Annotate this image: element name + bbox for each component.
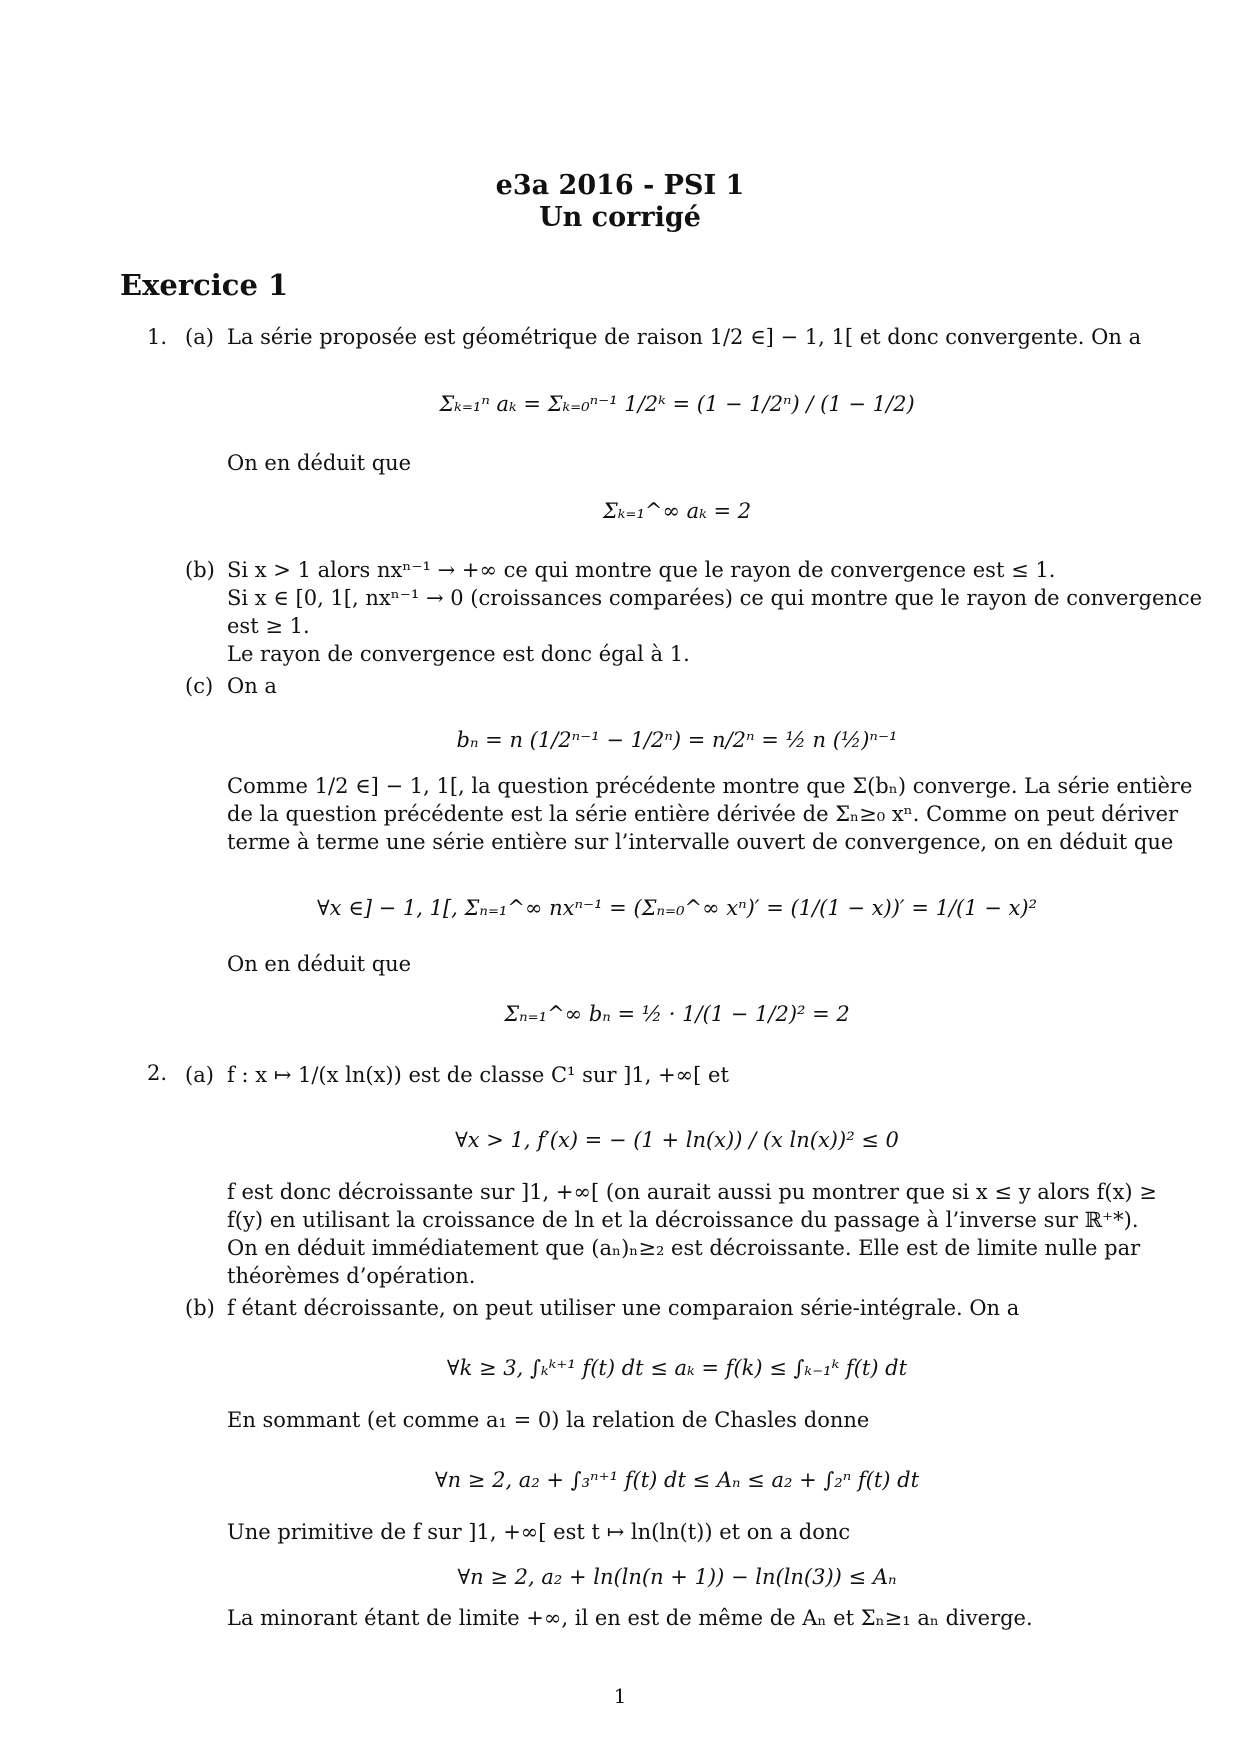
q2b-text-4: La minorant étant de limite +∞, il en est de même de Aₙ et Σₙ≥₁ aₙ diverge. [227, 1606, 1033, 1630]
q2a-line-1: f est donc décroissante sur ]1, +∞[ (on aurait aussi pu montrer que si x ≤ y alors f(x) ≥ [227, 1180, 1157, 1204]
q1c-equation-2: ∀x ∈] − 1, 1[, Σₙ₌₁^∞ nxⁿ⁻¹ = (Σₙ₌₀^∞ xⁿ)′ = (1/(1 − x))′ = 1/(1 − x)² [317, 896, 1037, 920]
page-title: e3a 2016 - PSI 1 [495, 170, 745, 201]
q2b-text-3: Une primitive de f sur ]1, +∞[ est t ↦ ln(ln(t)) et on a donc [227, 1520, 851, 1544]
q1c-equation-3: Σₙ₌₁^∞ bₙ = ½ · 1/(1 − 1/2)² = 2 [504, 1002, 850, 1026]
q2a-equation-1: ∀x > 1, f′(x) = − (1 + ln(x)) / (x ln(x))² ≤ 0 [455, 1128, 899, 1152]
question-number-2: 2. [147, 1061, 168, 1085]
q2b-text-2: En sommant (et comme a₁ = 0) la relation de Chasles donne [227, 1408, 870, 1432]
page-subtitle: Un corrigé [539, 202, 701, 233]
q1a-text: La série proposée est géométrique de raison 1/2 ∈] − 1, 1[ et donc convergente. On a [227, 325, 1142, 349]
item-label-1c: (c) [185, 674, 214, 698]
q1c-equation-1: bₙ = n (1/2ⁿ⁻¹ − 1/2ⁿ) = n/2ⁿ = ½ n (½)ⁿ⁻¹ [456, 728, 898, 752]
q1a-text-2: On en déduit que [227, 451, 412, 475]
q1c-line-1: Comme 1/2 ∈] − 1, 1[, la question précédente montre que Σ(bₙ) converge. La série entière [227, 774, 1193, 798]
item-label-2b: (b) [185, 1296, 215, 1320]
q2b-equation-1: ∀k ≥ 3, ∫ₖᵏ⁺¹ f(t) dt ≤ aₖ = f(k) ≤ ∫ₖ₋₁ᵏ f(t) dt [446, 1356, 908, 1380]
q1b-line-4: Le rayon de convergence est donc égal à 1. [227, 642, 690, 666]
q1c-text: On a [227, 674, 277, 698]
q1a-equation-2: Σₖ₌₁^∞ aₖ = 2 [602, 499, 752, 523]
page-number: 1 [613, 1684, 627, 1708]
q1a-equation-1: Σₖ₌₁ⁿ aₖ = Σₖ₌₀ⁿ⁻¹ 1/2ᵏ = (1 − 1/2ⁿ) / (1 − 1/2) [439, 392, 915, 416]
q2a-line-4: théorèmes d’opération. [227, 1264, 476, 1288]
q1b-line-2: Si x ∈ [0, 1[, nxⁿ⁻¹ → 0 (croissances comparées) ce qui montre que le rayon de convergence [227, 586, 1203, 610]
q1c-line-3: terme à terme une série entière sur l’intervalle ouvert de convergence, on en déduit que [227, 830, 1174, 854]
q1b-line-3: est ≥ 1. [227, 614, 310, 638]
q2b-equation-3: ∀n ≥ 2, a₂ + ln(ln(n + 1)) − ln(ln(3)) ≤ Aₙ [457, 1565, 897, 1589]
q1b-line-1: Si x > 1 alors nxⁿ⁻¹ → +∞ ce qui montre que le rayon de convergence est ≤ 1. [227, 558, 1056, 582]
item-label-1a: (a) [185, 325, 214, 349]
question-number-1: 1. [147, 325, 168, 349]
q2b-equation-2: ∀n ≥ 2, a₂ + ∫₃ⁿ⁺¹ f(t) dt ≤ Aₙ ≤ a₂ + ∫₂ⁿ f(t) dt [434, 1468, 920, 1492]
q2a-text: f : x ↦ 1/(x ln(x)) est de classe C¹ sur ]1, +∞[ et [227, 1063, 729, 1087]
q2a-line-2: f(y) en utilisant la croissance de ln et la décroissance du passage à l’inverse sur ℝ⁺*). [227, 1208, 1139, 1232]
q2a-line-3: On en déduit immédiatement que (aₙ)ₙ≥₂ est décroissante. Elle est de limite nulle par [227, 1236, 1141, 1260]
item-label-2a: (a) [185, 1063, 214, 1087]
q2b-text: f étant décroissante, on peut utiliser une comparaion série-intégrale. On a [227, 1296, 1020, 1320]
section-heading: Exercice 1 [120, 268, 289, 302]
item-label-1b: (b) [185, 558, 215, 582]
q1c-line-2: de la question précédente est la série entière dérivée de Σₙ≥₀ xⁿ. Comme on peut dériver [227, 802, 1179, 826]
q1c-text-2: On en déduit que [227, 952, 412, 976]
